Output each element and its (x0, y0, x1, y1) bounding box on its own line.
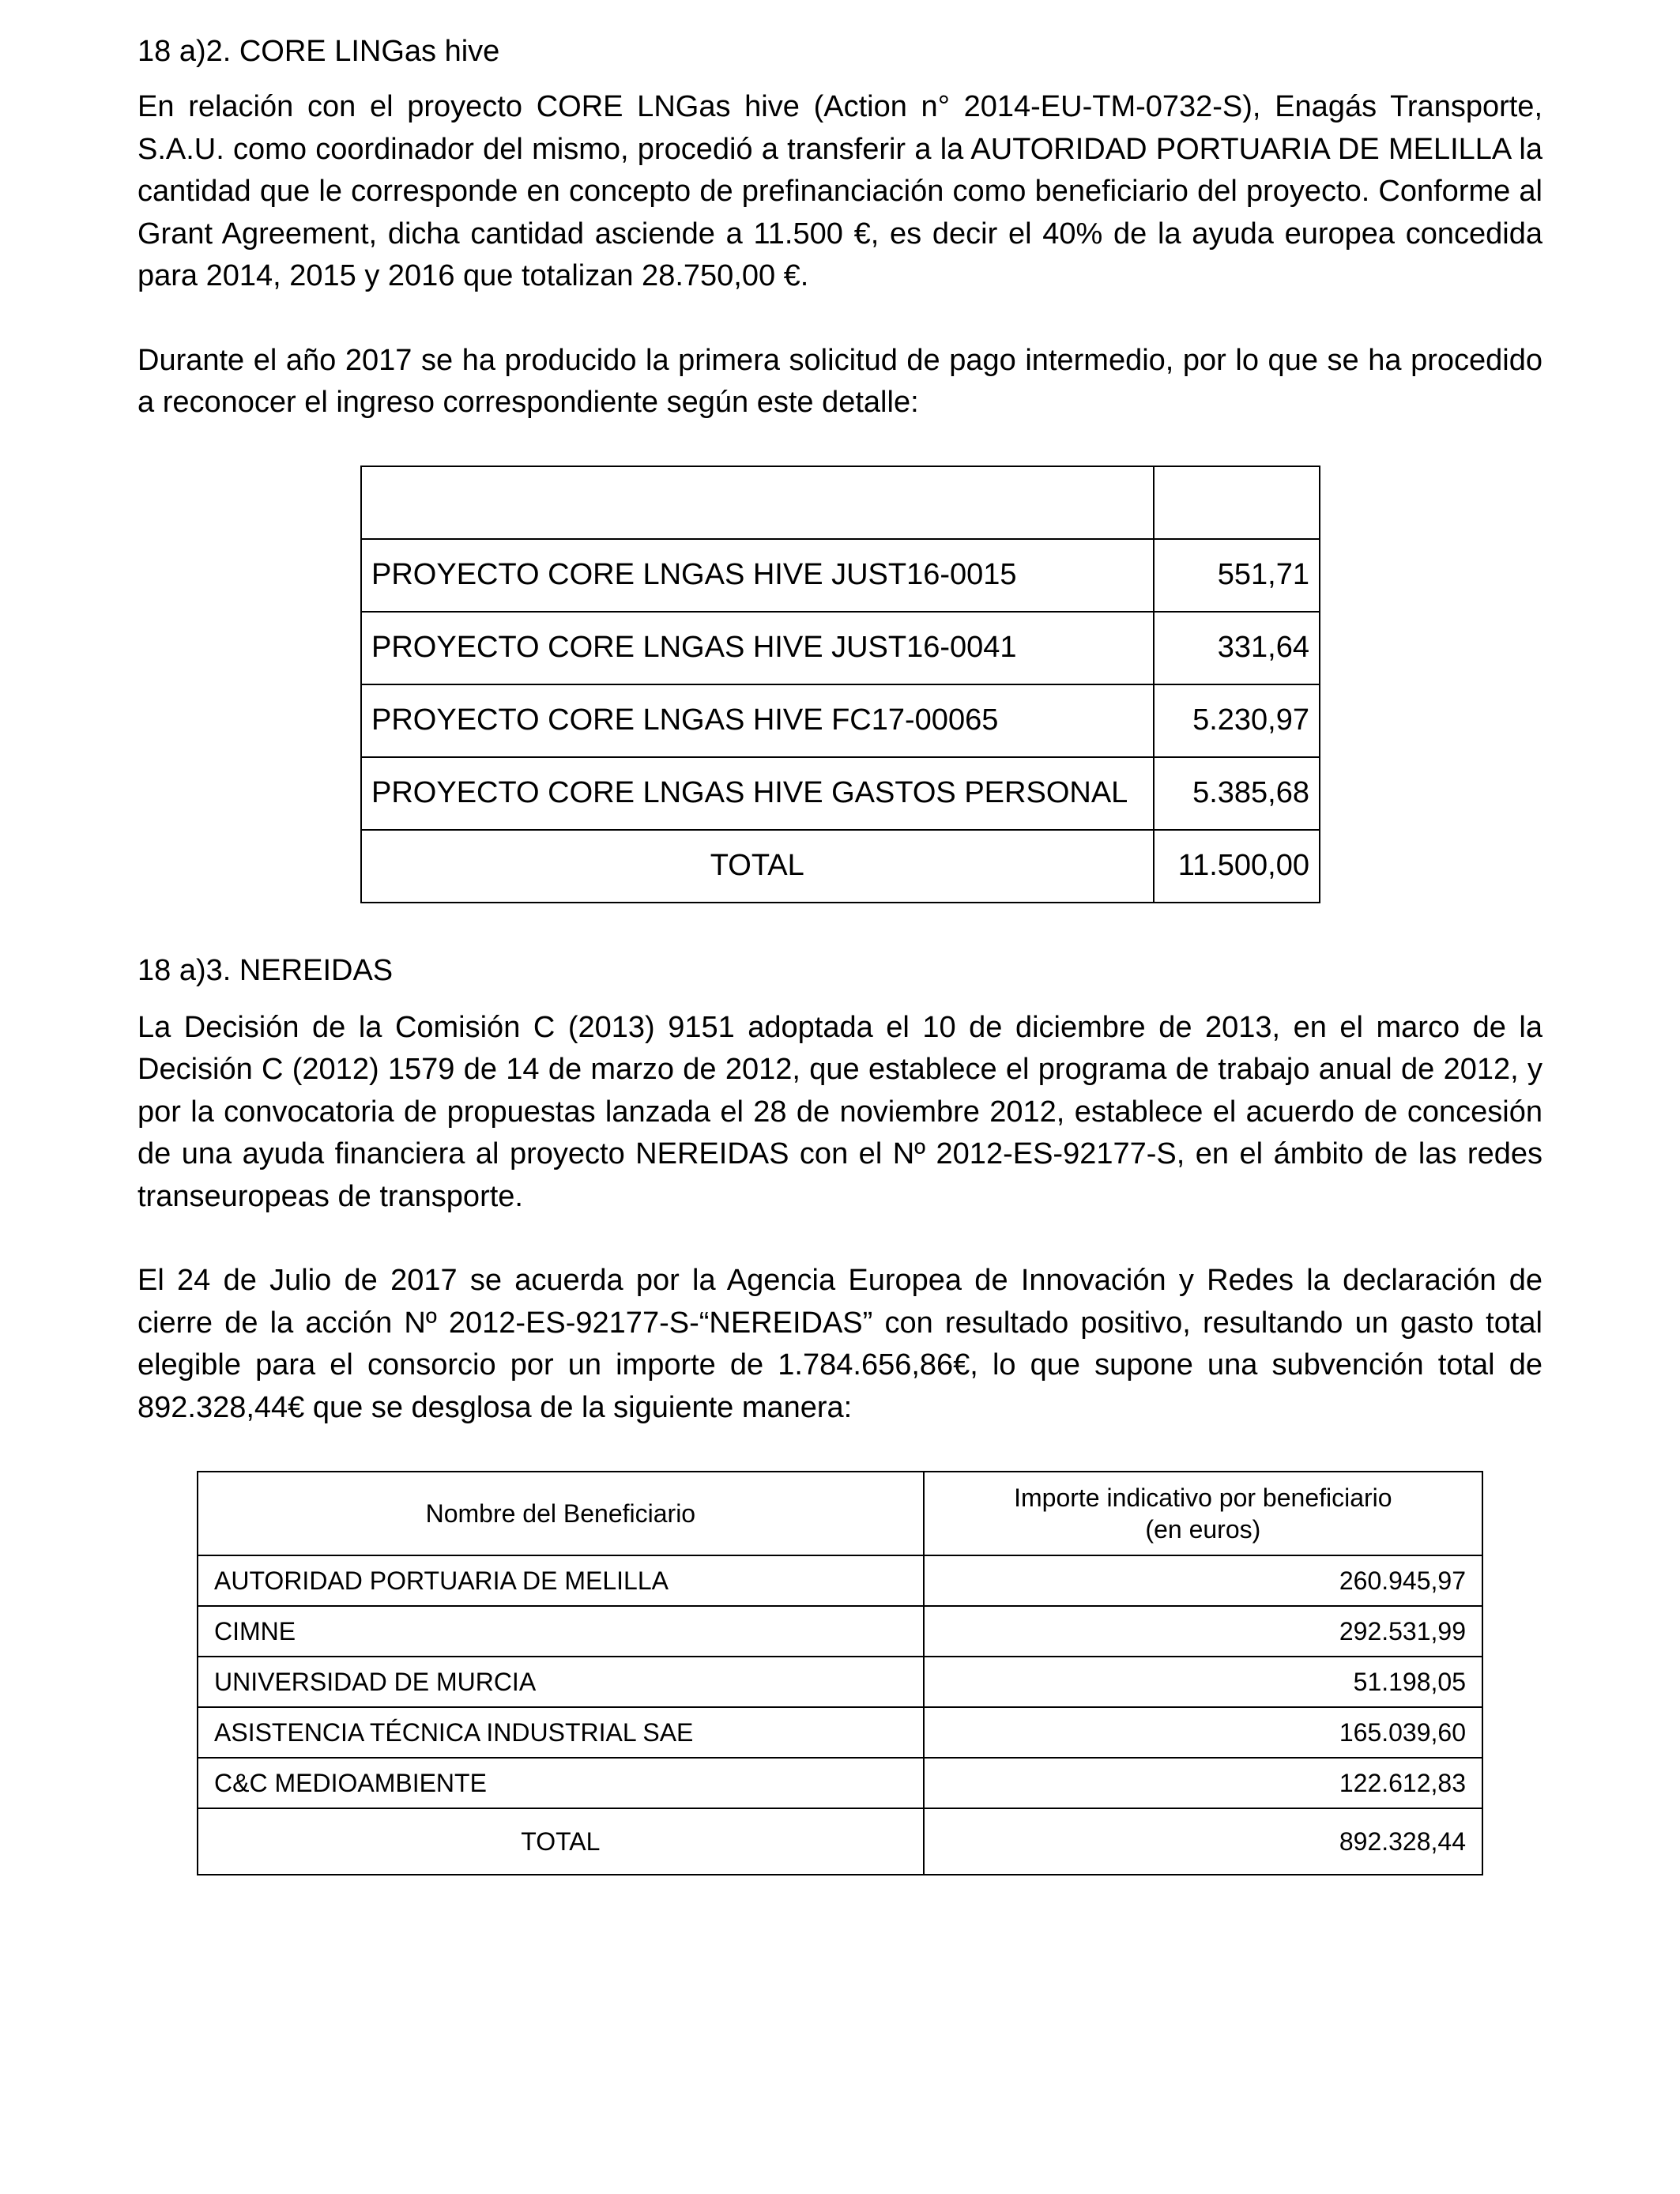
beneficiary-amount-cell: 122.612,83 (924, 1758, 1482, 1808)
beneficiary-name-cell: CIMNE (198, 1606, 924, 1657)
beneficiary-amount-cell: 51.198,05 (924, 1657, 1482, 1707)
beneficiary-amount-cell: 260.945,97 (924, 1555, 1482, 1606)
beneficiary-name-cell: AUTORIDAD PORTUARIA DE MELILLA (198, 1555, 924, 1606)
empty-header-cell (361, 466, 1154, 539)
concept-cell: PROYECTO CORE LNGAS HIVE JUST16-0041 (361, 612, 1154, 684)
amount-cell: 5.230,97 (1154, 684, 1320, 757)
paragraph-nereidas-decision: La Decisión de la Comisión C (2013) 9151 adoptada el 10 de diciembre de 2013, en el marco de la Decisión C (2012) 1579 de 14 de marzo de 2012, que establece el programa de trabajo anual de 2012, y por la convocatoria de propuestas lanzada el 28 de noviembre 2012, establece el acuerdo de concesión de una ayuda financiera al proyecto NEREIDAS con el Nº 2012-ES-92177-S, en el ámbito de las redes transeuropeas de transporte. (137, 1010, 1543, 1213)
header-amount-line1: Importe indicativo por beneficiario (1014, 1483, 1392, 1512)
table-row (198, 1758, 1482, 1808)
amount-cell: 331,64 (1154, 612, 1320, 684)
table-row (198, 1707, 1482, 1758)
paragraph-core-lngas-intro: En relación con el proyecto CORE LNGas hive (Action n° 2014-EU-TM-0732-S), Enagás Transporte, S.A.U. como coordinador del mismo, procedió a transferir a la AUTORIDAD PORTUARIA DE MELILLA la cantidad que le corresponde en concepto de prefinanciación como beneficiario del proyecto. Conforme al Grant Agreement, dicha cantidad asciende a 11.500 €, es decir el 40% de la ayuda europea concedida para 2014, 2015 y 2016 que totalizan 28.750,00 €. (137, 90, 1543, 292)
amount-cell: 551,71 (1154, 539, 1320, 612)
section-heading-core-lngas: 18 a)2. CORE LINGas hive (137, 35, 500, 68)
empty-header-cell (1154, 466, 1320, 539)
paragraph-core-lngas-detail: Durante el año 2017 se ha producido la primera solicitud de pago intermedio, por lo que se ha procedido a reconocer el ingreso correspondiente según este detalle: (137, 343, 1543, 419)
concept-cell: PROYECTO CORE LNGAS HIVE FC17-00065 (361, 684, 1154, 757)
beneficiary-name-cell: ASISTENCIA TÉCNICA INDUSTRIAL SAE (198, 1707, 924, 1758)
concept-cell: PROYECTO CORE LNGAS HIVE GASTOS PERSONAL (361, 757, 1154, 830)
document-page (137, 30, 1543, 1875)
section-heading-nereidas: 18 a)3. NEREIDAS (137, 953, 394, 987)
table-row (361, 757, 1320, 830)
header-indicative-amount (924, 1472, 1482, 1555)
table-header-row-empty (361, 466, 1320, 539)
concept-cell: PROYECTO CORE LNGAS HIVE JUST16-0015 (361, 539, 1154, 612)
table-row (198, 1657, 1482, 1707)
table-row (361, 612, 1320, 684)
beneficiary-name-cell: UNIVERSIDAD DE MURCIA (198, 1657, 924, 1707)
table-total-row (198, 1808, 1482, 1875)
total-amount: 11.500,00 (1154, 830, 1320, 903)
table-row (198, 1555, 1482, 1606)
total-label: TOTAL (198, 1808, 924, 1875)
header-beneficiary-name: Nombre del Beneficiario (198, 1472, 924, 1555)
core-lngas-income-table (360, 466, 1320, 903)
nereidas-beneficiaries-table (197, 1471, 1483, 1875)
table-row (198, 1606, 1482, 1657)
table-header-row (198, 1472, 1482, 1555)
amount-cell: 5.385,68 (1154, 757, 1320, 830)
header-amount-line2: (en euros) (1145, 1515, 1261, 1544)
table-row (361, 539, 1320, 612)
beneficiary-amount-cell: 292.531,99 (924, 1606, 1482, 1657)
table-total-row (361, 830, 1320, 903)
total-label: TOTAL (361, 830, 1154, 903)
total-amount: 892.328,44 (924, 1808, 1482, 1875)
beneficiary-amount-cell: 165.039,60 (924, 1707, 1482, 1758)
paragraph-nereidas-closure: El 24 de Julio de 2017 se acuerda por la Agencia Europea de Innovación y Redes la declaración de cierre de la acción Nº 2012-ES-92177-S-“NEREIDAS” con resultado positivo, resultando un gasto total elegible para el consorcio por un importe de 1.784.656,86€, lo que supone una subvención total de 892.328,44€ que se desglosa de la siguiente manera: (137, 1264, 1543, 1424)
beneficiary-name-cell: C&C MEDIOAMBIENTE (198, 1758, 924, 1808)
table-row (361, 684, 1320, 757)
